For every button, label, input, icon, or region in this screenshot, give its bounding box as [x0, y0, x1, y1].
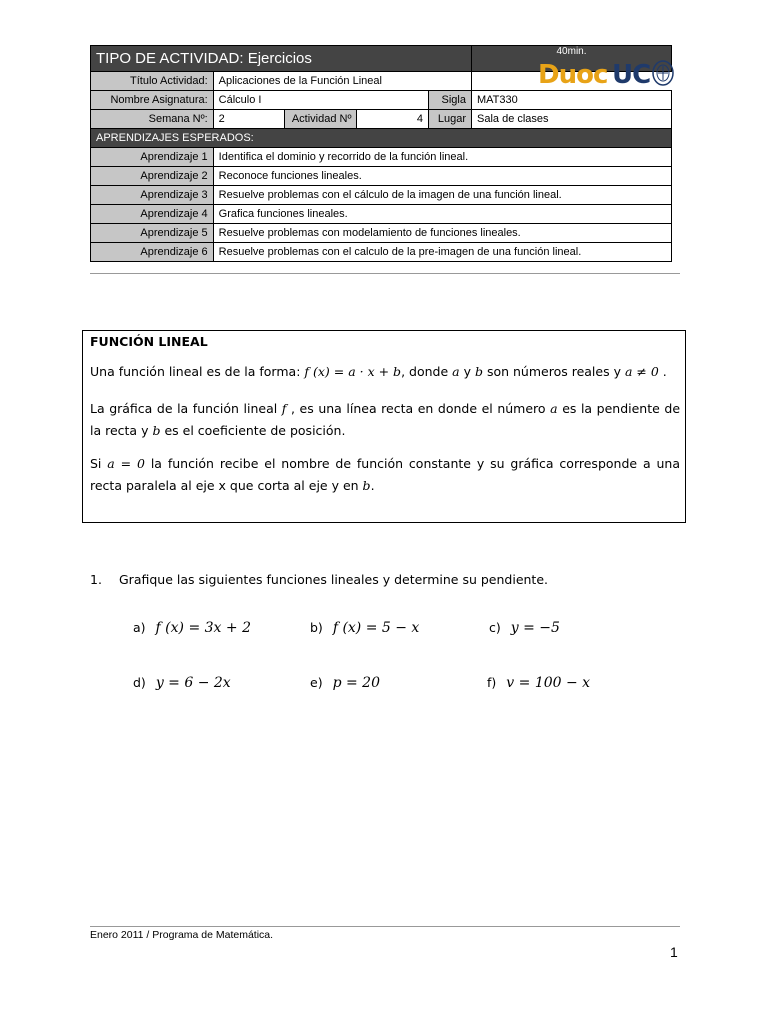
aprendizaje-label: Aprendizaje 6 — [91, 243, 214, 262]
sigla-value: MAT330 — [472, 91, 672, 110]
titulo-label: Título Actividad: — [91, 72, 214, 91]
aprendizaje-row — [91, 224, 672, 243]
exercise-item: b) f (x) = 5 − x — [310, 620, 420, 636]
footer-text: Enero 2011 / Programa de Matemática. — [90, 929, 274, 941]
uc-seal-icon — [652, 60, 674, 86]
header-divider — [90, 273, 680, 274]
aprendizaje-row — [91, 186, 672, 205]
semana-value: 2 — [213, 110, 285, 129]
aprendizaje-row — [91, 243, 672, 262]
asignatura-value: Cálculo I — [213, 91, 428, 110]
footer-divider — [90, 926, 680, 927]
definition-paragraph-3: Si a = 0 la función recibe el nombre de función constante y su gráfica corresponde a una recta paralela al eje x que corta al eje y en b. — [90, 456, 680, 493]
aprendizaje-text: Resuelve problemas con modelamiento de funciones lineales. — [213, 224, 671, 243]
aprendizaje-text: Resuelve problemas con el cálculo de la imagen de una función lineal. — [213, 186, 671, 205]
box-title: FUNCIÓN LINEAL — [90, 334, 208, 349]
exercise-item: a) f (x) = 3x + 2 — [133, 620, 251, 636]
exercise-item: f) v = 100 − x — [487, 675, 591, 691]
activity-type-cell: TIPO DE ACTIVIDAD: Ejercicios — [91, 46, 472, 72]
aprendizajes-title: APRENDIZAJES ESPERADOS: — [91, 129, 672, 148]
sigla-label: Sigla — [429, 91, 472, 110]
duoc-uc-logo — [538, 58, 678, 98]
logo-uc-text: UC — [612, 60, 651, 90]
definition-paragraph-1: Una función lineal es de la forma: f (x) = a · x + b, donde a y b son números reales y a ≠ 0 . — [90, 364, 667, 379]
aprendizaje-text: Reconoce funciones lineales. — [213, 167, 671, 186]
aprendizaje-label: Aprendizaje 5 — [91, 224, 214, 243]
asignatura-label: Nombre Asignatura: — [91, 91, 214, 110]
aprendizaje-label: Aprendizaje 3 — [91, 186, 214, 205]
lugar-label: Lugar — [429, 110, 472, 129]
exercise-item: e) p = 20 — [310, 675, 380, 691]
titulo-value: Aplicaciones de la Función Lineal — [213, 72, 471, 91]
question-text: Grafique las siguientes funciones lineales y determine su pendiente. — [119, 572, 548, 587]
semana-label: Semana Nº: — [91, 110, 214, 129]
aprendizaje-label: Aprendizaje 1 — [91, 148, 214, 167]
aprendizaje-label: Aprendizaje 2 — [91, 167, 214, 186]
page-number: 1 — [670, 944, 678, 960]
definition-box — [82, 330, 686, 523]
aprendizaje-text: Identifica el dominio y recorrido de la función lineal. — [213, 148, 671, 167]
formula-linear: f (x) = a · x + b — [304, 364, 402, 379]
aprendizaje-row — [91, 167, 672, 186]
duration-cell: 40min. — [472, 46, 672, 72]
exercise-item: c) y = −5 — [489, 620, 560, 636]
aprendizaje-row — [91, 148, 672, 167]
aprendizaje-label: Aprendizaje 4 — [91, 205, 214, 224]
question-number: 1. — [90, 572, 102, 587]
aprendizaje-text: Resuelve problemas con el calculo de la pre-imagen de una función lineal. — [213, 243, 671, 262]
logo-duoc-text: Duoc — [538, 60, 608, 90]
aprendizaje-text: Grafica funciones lineales. — [213, 205, 671, 224]
actividad-label: Actividad Nº — [285, 110, 357, 129]
aprendizaje-row — [91, 205, 672, 224]
definition-paragraph-2: La gráfica de la función lineal f , es una línea recta en donde el número a es la pendiente de la recta y b es el coeficiente de posición. — [90, 401, 681, 438]
actividad-value: 4 — [357, 110, 429, 129]
lugar-value: Sala de clases — [472, 110, 672, 129]
exercise-item: d) y = 6 − 2x — [133, 675, 231, 691]
